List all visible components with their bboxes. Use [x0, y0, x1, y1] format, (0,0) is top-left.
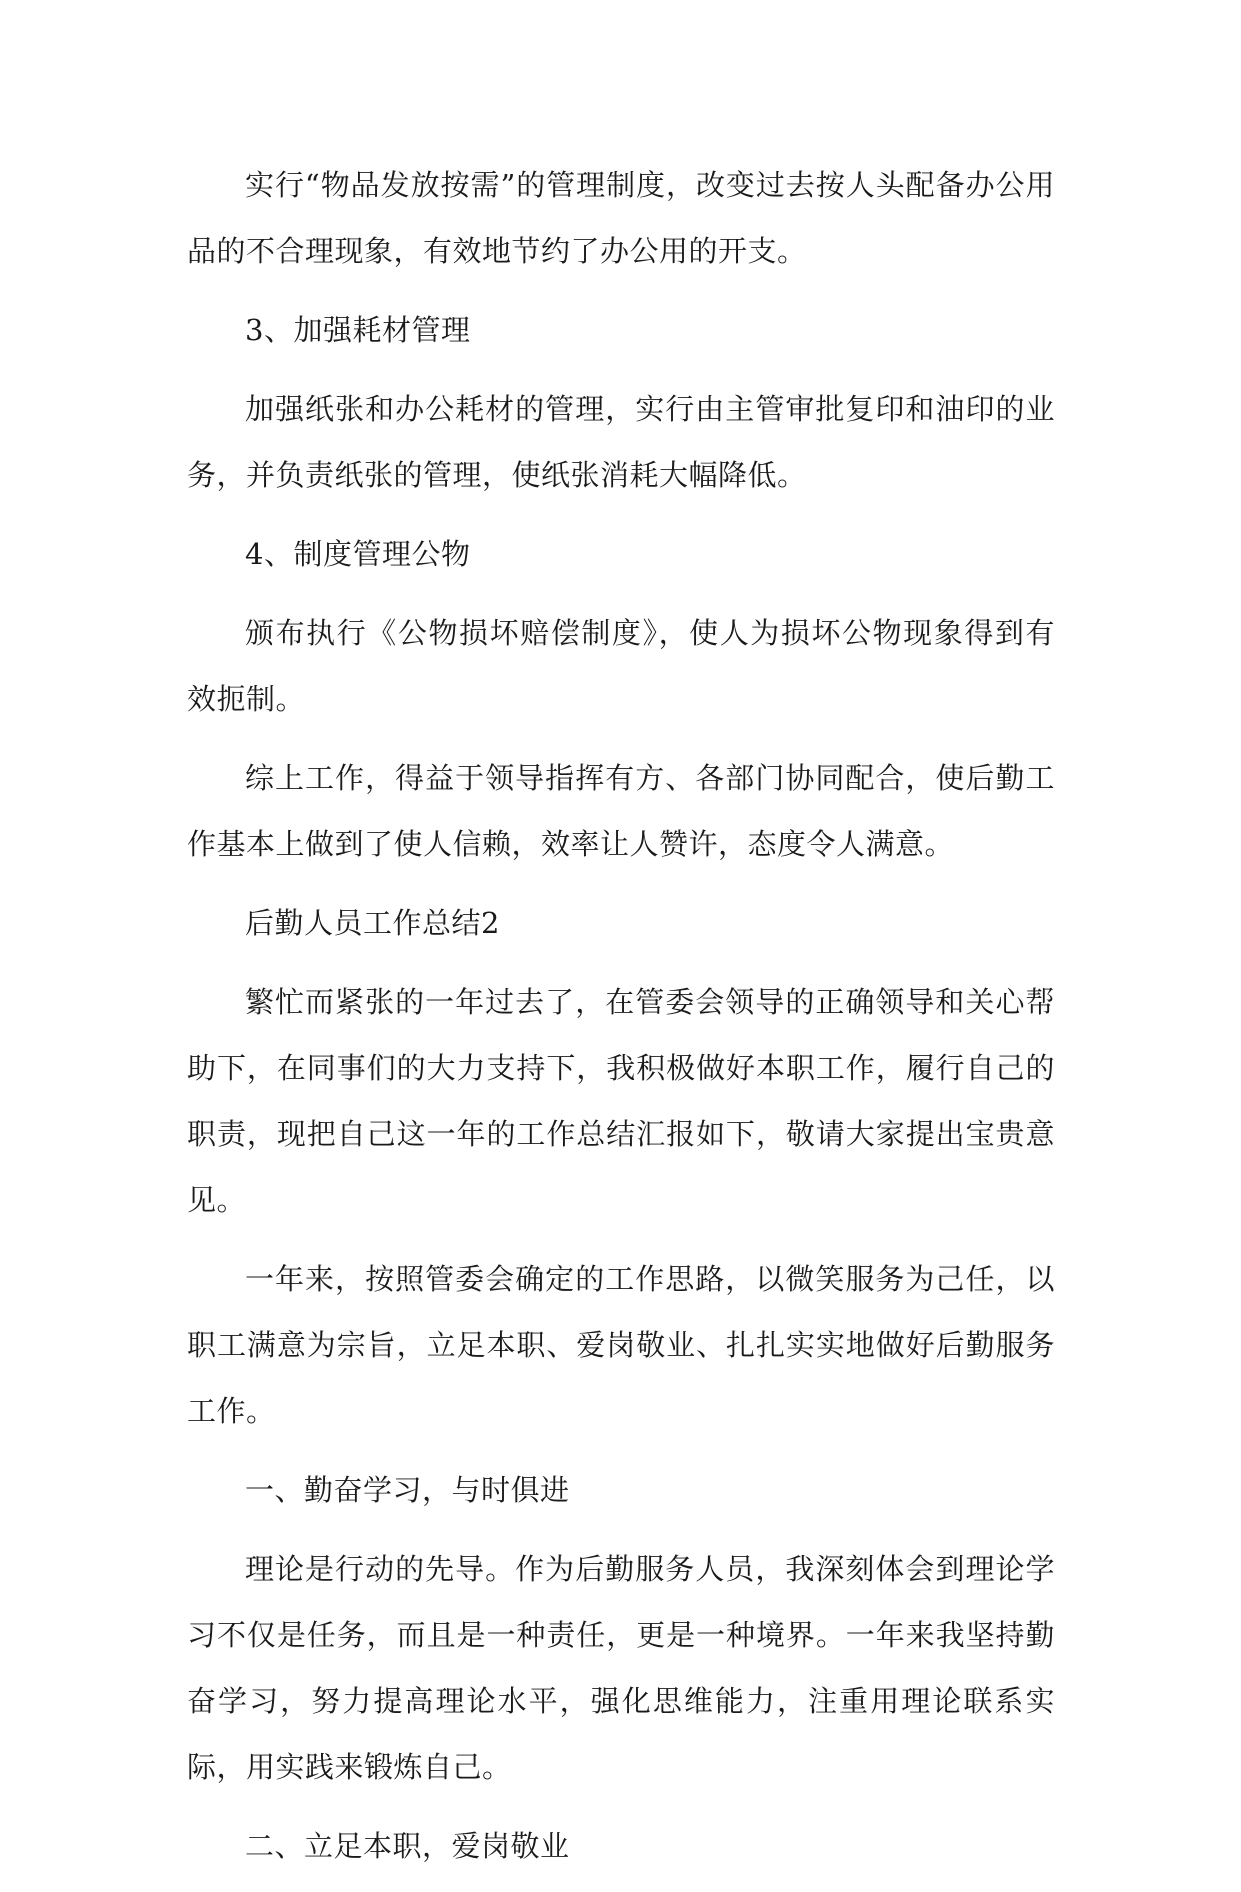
paragraph: 理论是行动的先导。作为后勤服务人员，我深刻体会到理论学习不仅是任务，而且是一种责任，更是一种境界。一年来我坚持勤奋学习，努力提高理论水平，强化思维能力，注重用理论联系实际，用实践来锻炼自己。	[187, 1552, 1055, 1784]
document-body	[187, 152, 1055, 1892]
document-subtitle: 后勤人员工作总结2	[245, 906, 500, 940]
section-heading: 二、立足本职，爱岗敬业	[245, 1829, 570, 1863]
paragraph: 加强纸张和办公耗材的管理，实行由主管审批复印和油印的业务，并负责纸张的管理，使纸张消耗大幅降低。	[187, 392, 1055, 492]
section-heading: 一、勤奋学习，与时俱进	[245, 1473, 570, 1507]
section-heading: 4、制度管理公物	[245, 537, 471, 571]
paragraph: 综上工作，得益于领导指挥有方、各部门协同配合，使后勤工作基本上做到了使人信赖，效率让人赞许，态度令人满意。	[187, 761, 1055, 861]
paragraph: 颁布执行《公物损坏赔偿制度》，使人为损坏公物现象得到有效扼制。	[187, 616, 1055, 716]
section-heading: 3、加强耗材管理	[245, 313, 471, 347]
paragraph: 实行“物品发放按需”的管理制度，改变过去按人头配备办公用品的不合理现象，有效地节约了办公用的开支。	[187, 168, 1055, 268]
paragraph: 一年来，按照管委会确定的工作思路，以微笑服务为己任，以职工满意为宗旨，立足本职、爱岗敬业、扎扎实实地做好后勤服务工作。	[187, 1262, 1055, 1428]
paragraph: 繁忙而紧张的一年过去了，在管委会领导的正确领导和关心帮助下，在同事们的大力支持下，我积极做好本职工作，履行自己的职责，现把自己这一年的工作总结汇报如下，敬请大家提出宝贵意见。	[187, 985, 1055, 1217]
